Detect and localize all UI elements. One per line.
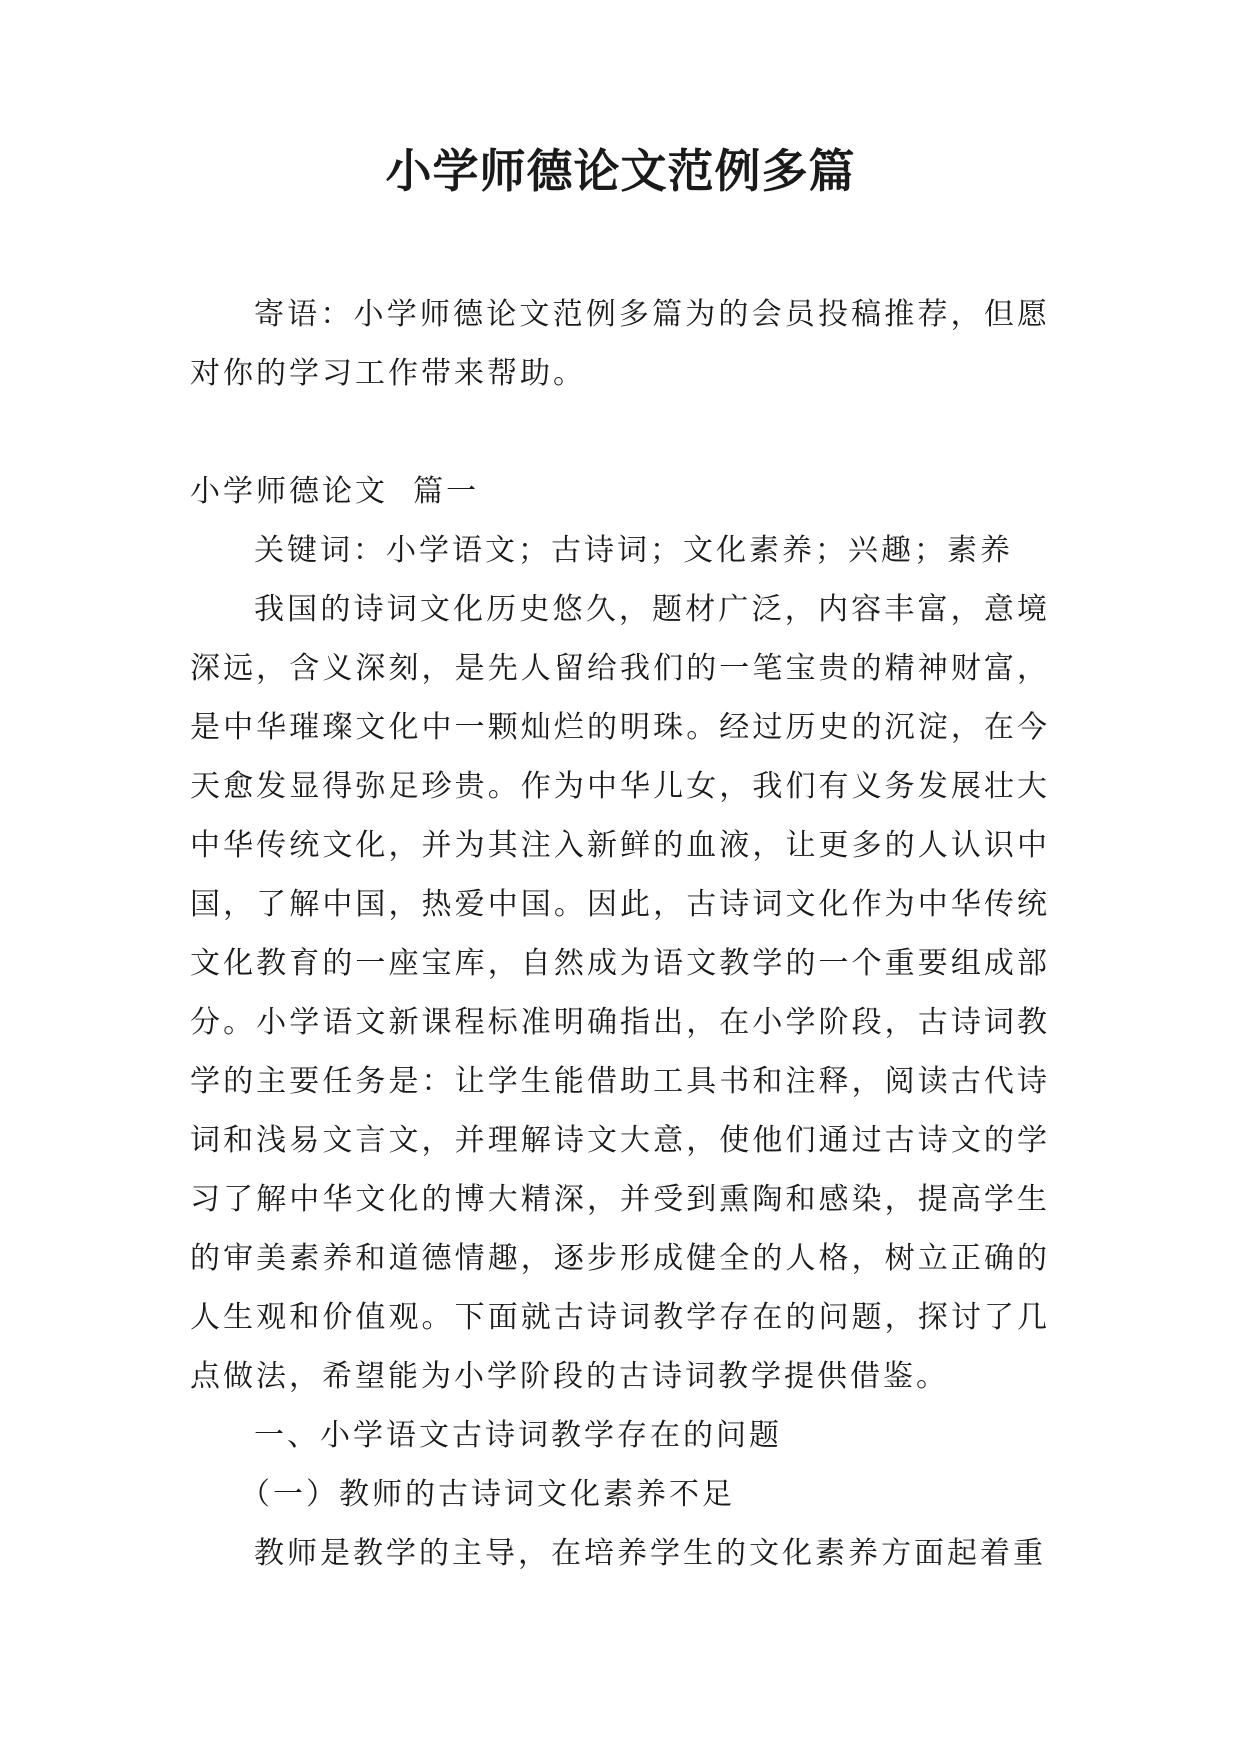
document-title: 小学师德论文范例多篇 [385, 144, 856, 198]
foreword-block [190, 285, 1050, 403]
body-paragraph-2: 教师是教学的主导，在培养学生的文化素养方面起着重 [254, 1536, 1046, 1571]
body-paragraph-1: 我国的诗词文化历史悠久，题材广泛，内容丰富，意境深远，含义深刻，是先人留给我们的一笔宝贵的精神财富，是中华璀璨文化中一颗灿烂的明珠。经过历史的沉淀，在今天愈发显得弥足珍贵。作为中华儿女，我们有义务发展壮大中华传统文化，并为其注入新鲜的血液，让更多的人认识中国，了解中国，热爱中国。因此，古诗词文化作为中华传统文化教育的一座宝库，自然成为语文教学的一个重要组成部分。小学语文新课程标准明确指出，在小学阶段，古诗词教学的主要任务是：让学生能借助工具书和注释，阅读古代诗词和浅易文言文，并理解诗文大意，使他们通过古诗文的学习了解中华文化的博大精深，并受到熏陶和感染，提高学生的审美素养和道德情趣，逐步形成健全的人格，树立正确的人生观和价值观。下面就古诗词教学存在的问题，探讨了几点做法，希望能为小学阶段的古诗词教学提供借鉴。 [190, 592, 1050, 1394]
section-heading-1: 一、小学语文古诗词教学存在的问题 [254, 1418, 782, 1453]
article-heading: 小学师德论文 篇一 [190, 474, 480, 509]
keywords-line: 关键词：小学语文；古诗词；文化素养；兴趣；素养 [254, 533, 1013, 568]
article-body [190, 462, 1050, 1583]
subsection-heading-1: （一）教师的古诗词文化素养不足 [240, 1477, 735, 1512]
foreword-paragraph: 寄语：小学师德论文范例多篇为的会员投稿推荐，但愿对你的学习工作带来帮助。 [190, 297, 1050, 391]
